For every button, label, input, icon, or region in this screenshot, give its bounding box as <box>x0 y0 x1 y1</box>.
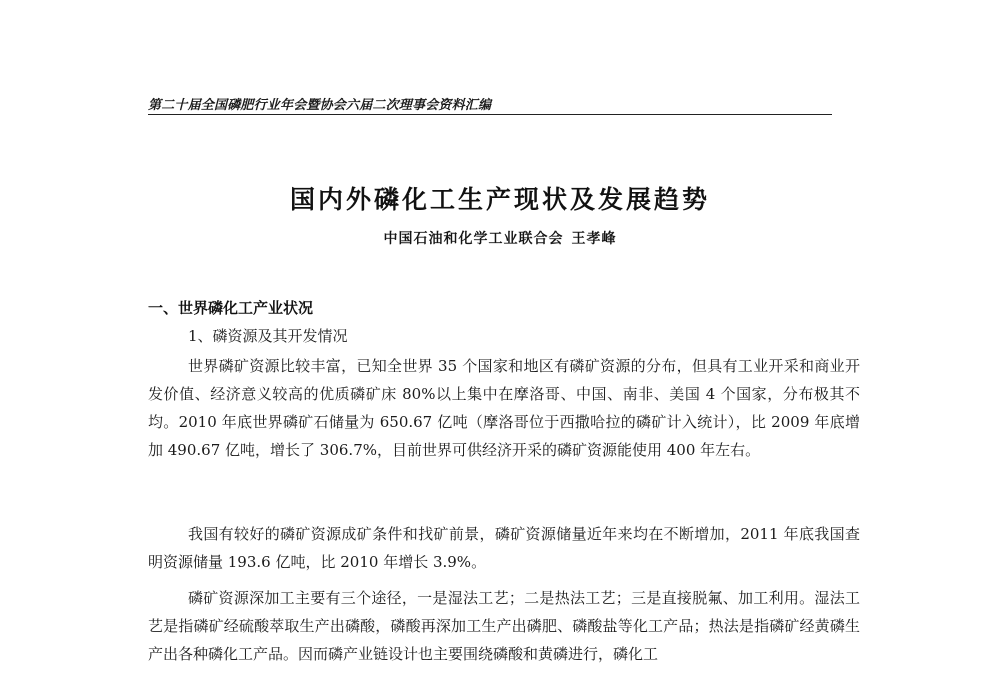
author-name: 王孝峰 <box>571 231 617 247</box>
section-heading: 一、世界磷化工产业状况 <box>148 299 314 317</box>
author-line <box>0 228 1000 248</box>
author-organization: 中国石油和化学工业联合会 <box>383 231 564 247</box>
body-paragraph: 磷矿资源深加工主要有三个途径，一是湿法工艺；二是热法工艺；三是直接脱氟、加工利用。湿法工艺是指磷矿经硫酸萃取生产出磷酸，磷酸再深加工生产出磷肥、磷酸盐等化工产品；热法是指磷矿经黄磷生产出各种磷化工产品。因而磷产业链设计也主要围绕磷酸和黄磷进行，磷化工 <box>148 589 860 663</box>
header-rule <box>148 114 832 115</box>
sub-heading: 1、磷资源及其开发情况 <box>188 327 348 345</box>
body-paragraph: 我国有较好的磷矿资源成矿条件和找矿前景，磷矿资源储量近年来均在不断增加，2011 年底我国查明资源储量 193.6 亿吨，比 2010 年增长 3.9%。 <box>148 525 860 571</box>
article-title: 国内外磷化工生产现状及发展趋势 <box>289 185 710 214</box>
running-header: 第二十届全国磷肥行业年会暨协会六届二次理事会资料汇编 <box>148 98 492 113</box>
body-paragraph: 世界磷矿资源比较丰富，已知全世界 35 个国家和地区有磷矿资源的分布，但具有工业开采和商业开发价值、经济意义较高的优质磷矿床 80%以上集中在摩洛哥、中国、南非、美国 4 个国家，分布极其不均。2010 年底世界磷矿石储量为 650.67 亿吨（摩洛哥位于西撒哈拉的磷矿计入统计），比 2009 年底增加 490.67 亿吨，增长了 306.7%，目前世界可供经济开采的磷矿资源能使用 400 年左右。 <box>148 357 860 459</box>
